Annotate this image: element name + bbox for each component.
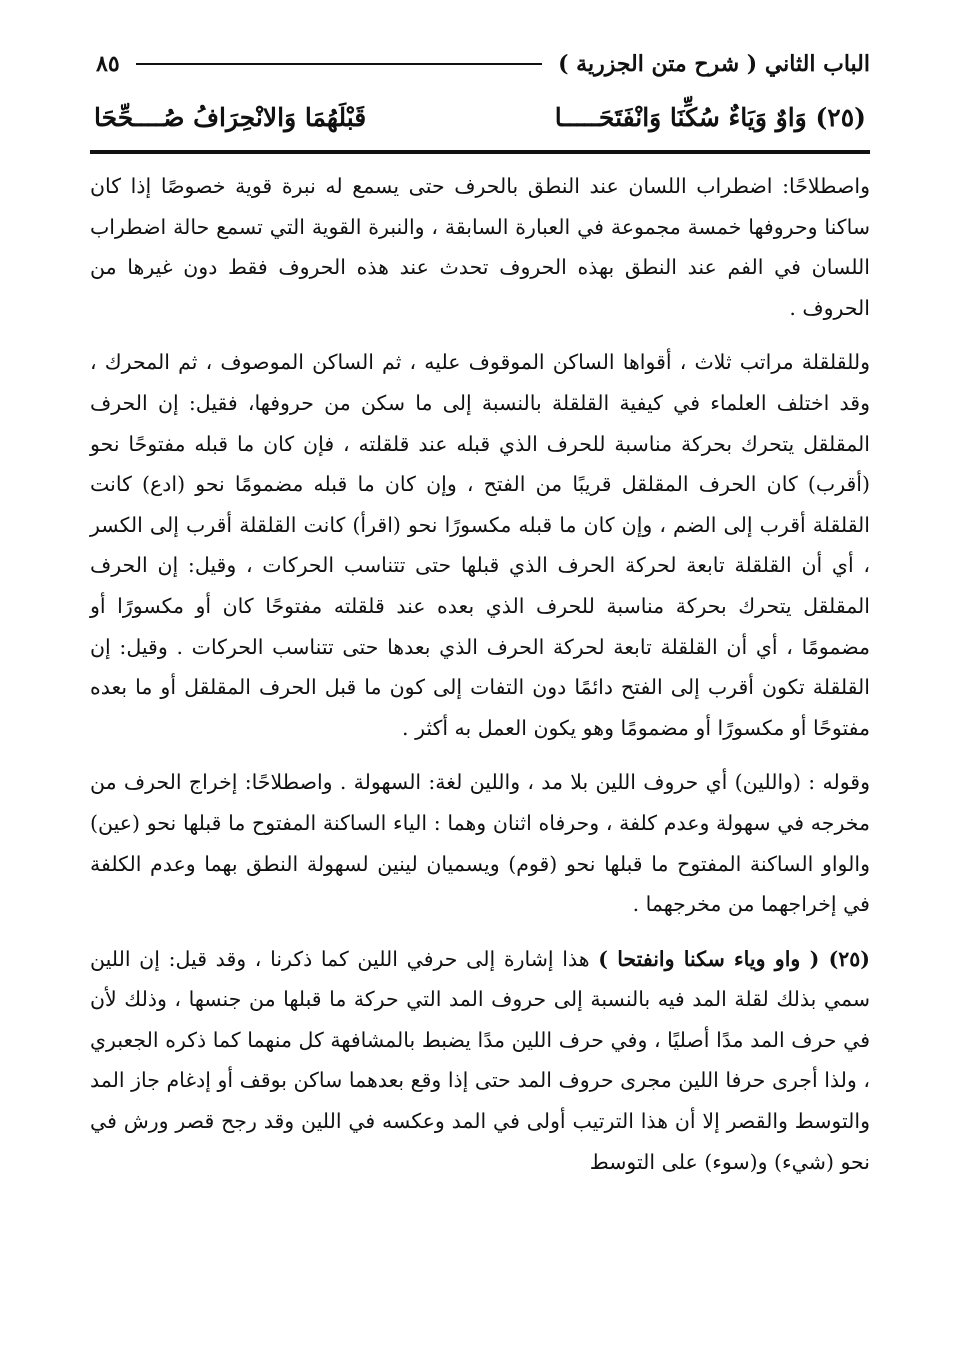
paragraph-4-lead: (٢٥) ( واو وياء سكنا وانفتحا ) bbox=[598, 946, 870, 971]
paragraph-3 bbox=[90, 762, 870, 924]
paragraph-1 bbox=[90, 166, 870, 328]
header-rule bbox=[136, 63, 542, 65]
paragraph-2-text: وللقلقلة مراتب ثلاث ، أقواها الساكن الموقوف عليه ، ثم الساكن الموصوف ، ثم المحرك ، وقد اختلف العلماء في كيفية القلقلة بالنسبة إلى ما سكن من حروفها، فقيل: إن الحرف المقلقل يتحرك بحركة مناسبة للحرف الذي قبله عند قلقلته ، فإن كان ما قبله مفتوحًا نحو (أقرب) كان الحرف المقلقل قريبًا من الفتح ، وإن كان ما قبله مضمومًا نحو (ادع) كانت القلقلة أقرب إلى الضم ، وإن كان ما قبله مكسورًا نحو (اقرأ) كانت القلقلة أقرب إلى الكسر ، أي أن القلقلة تابعة لحركة الحرف الذي قبلها حتى تتناسب الحركات ، وقيل: إن الحرف المقلقل يتحرك بحركة مناسبة للحرف الذي بعده عند قلقلته مفتوحًا كان أو مكسورًا أو مضمومًا ، أي أن القلقلة تابعة لحركة الحرف الذي بعدها حتى تتناسب الحركات . وقيل: إن القلقلة تكون أقرب إلى الفتح دائمًا دون التفات إلى كون ما قبل الحرف المقلقل أو ما بعده مفتوحًا أو مكسورًا أو مضمومًا وهو يكون العمل به أكثر . bbox=[90, 350, 870, 740]
paragraph-3-text: وقوله : (واللين) أي حروف اللين بلا مد ، واللين لغة: السهولة . واصطلاحًا: إخراج الحرف من مخرجه في سهولة وعدم كلفة ، وحرفاه اثنان وهما : الياء الساكنة المفتوح ما قبلها نحو (عين) والواو الساكنة المفتوح ما قبلها نحو (قوم) ويسميان لينين لسهولة النطق بهما وعدم الكلفة في إخراجهما من مخرجهما . bbox=[90, 770, 870, 917]
verse-second-hemistich: قَبْلَهُمَا وَالانْحِرَافُ صُــــحِّحَا bbox=[94, 102, 367, 132]
chapter-title: الباب الثاني ( شرح متن الجزرية ) bbox=[558, 51, 870, 77]
paragraph-2 bbox=[90, 342, 870, 748]
page-number: ٨٥ bbox=[96, 51, 120, 77]
verse-divider bbox=[90, 150, 870, 154]
running-header bbox=[90, 40, 870, 88]
verse-line bbox=[90, 88, 870, 146]
book-page bbox=[90, 40, 870, 1350]
paragraph-1-text: واصطلاحًا: اضطراب اللسان عند النطق بالحرف حتى يسمع له نبرة قوية خصوصًا إذا كان ساكنا وحروفها خمسة مجموعة في العبارة السابقة ، والنبرة القوية التي تسمع حالة اضطراب اللسان في الفم عند النطق بهذه الحروف تحدث عند هذه الحروف فقط دون غيرها من الحروف . bbox=[90, 174, 870, 320]
verse-first-hemistich: (٢٥) وَاوٌ وَيَاءٌ سُكِّنَا وَانْفَتَحَـــــا bbox=[554, 102, 866, 132]
paragraph-4 bbox=[90, 939, 870, 1183]
paragraph-4-text: هذا إشارة إلى حرفي اللين كما ذكرنا ، وقد قيل: إن اللين سمي بذلك لقلة المد فيه بالنسبة إلى حروف المد التي حركة ما قبلها من جنسها ، وذلك لأن في حرف المد مدًا أصليًا ، وفي حرف اللين مدًا يضبط بالمشافهة كل منهما كما ذكره الجعبري ، ولذا أجرى حرفا اللين مجرى حروف المد حتى إذا وقع بعدهما ساكن بوقف أو إدغام جاز المد والتوسط والقصر إلا أن هذا الترتيب أولى في المد وعكسه في اللين وقد رجح قصر ورش في نحو (شيء) و(سوء) على التوسط bbox=[90, 946, 870, 1174]
